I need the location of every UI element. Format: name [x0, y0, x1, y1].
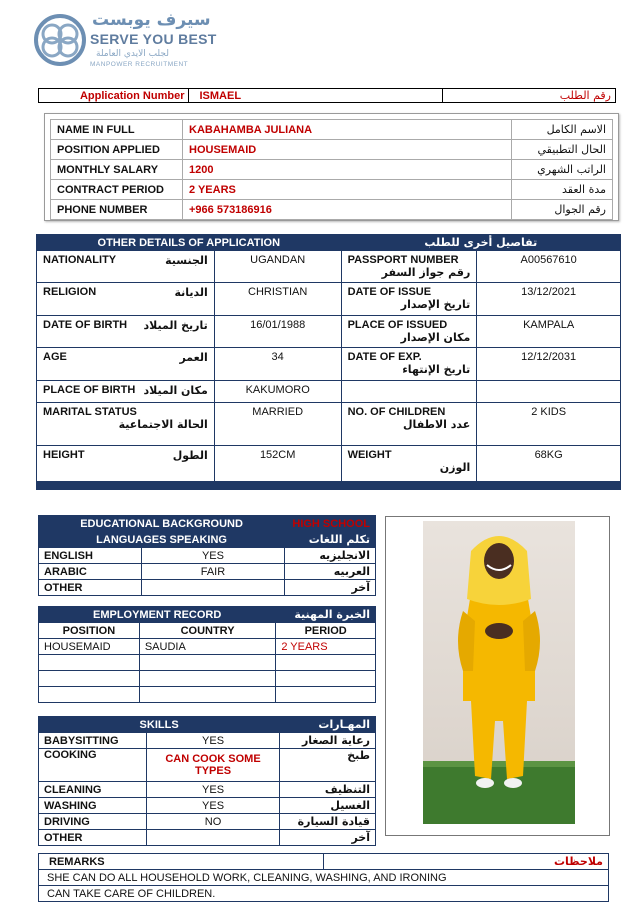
skill-value: CAN COOK SOME TYPES [146, 749, 279, 782]
details-row [37, 348, 621, 381]
details-right-label: DATE OF EXP. [347, 351, 422, 363]
details-left-label-cell [37, 283, 215, 316]
employment-col-country: COUNTRY [139, 623, 275, 639]
application-number-label-ar: رقم الطلب [559, 89, 611, 102]
details-left-label-ar: مكان الميلاد [143, 384, 208, 397]
skill-row [39, 782, 376, 798]
other-details-header: OTHER DETAILS OF APPLICATION [37, 235, 342, 251]
logo-arabic-name: سيرف يوبست [92, 10, 211, 30]
applicant-photo [423, 521, 575, 824]
skill-row [39, 830, 376, 846]
employment-country [139, 671, 275, 687]
skills-header-ar: المهـارات [280, 717, 376, 733]
personal-label: PHONE NUMBER [51, 200, 183, 220]
employment-position [39, 655, 140, 671]
skill-name-ar: رعاية الصغار [280, 733, 376, 749]
details-row [37, 251, 621, 283]
employment-header: EMPLOYMENT RECORD [39, 607, 276, 623]
details-right-label-ar: الوزن [439, 461, 471, 474]
personal-value: 2 YEARS [183, 180, 512, 200]
employment-record-table [38, 606, 376, 703]
employment-header-ar: الخبرة المهنية [276, 607, 376, 623]
details-right-label-wrap [348, 254, 471, 279]
language-name-ar: آخر [285, 580, 376, 596]
remarks-label: REMARKS [39, 854, 324, 870]
skill-value [146, 830, 279, 846]
employment-period [276, 671, 376, 687]
details-left-value: 152CM [214, 446, 341, 482]
employment-period [276, 687, 376, 703]
logo-english-tagline: MANPOWER RECRUITMENT [90, 61, 189, 68]
employment-position: HOUSEMAID [39, 639, 140, 655]
employment-col-position: POSITION [39, 623, 140, 639]
employment-country [139, 655, 275, 671]
personal-label: POSITION APPLIED [51, 140, 183, 160]
language-name: OTHER [39, 580, 142, 596]
details-right-label-ar: تاريخ الإصدار [400, 298, 471, 311]
details-right-label: PASSPORT NUMBER [347, 254, 459, 266]
languages-header-ar: تكلم اللغات [285, 532, 376, 548]
education-label: EDUCATIONAL BACKGROUND [39, 516, 285, 532]
details-left-value: UGANDAN [214, 251, 341, 283]
details-right-label-wrap [348, 449, 471, 474]
details-right-label-ar: مكان الإصدار [400, 331, 471, 344]
education-value: HIGH SCHOOL [285, 516, 376, 532]
skill-name: CLEANING [39, 782, 147, 798]
details-right-label-wrap [348, 319, 471, 344]
personal-value: KABAHAMBA JULIANA [183, 120, 512, 140]
language-row [39, 548, 376, 564]
skill-value: YES [146, 798, 279, 814]
language-name: ENGLISH [39, 548, 142, 564]
personal-value: 1200 [183, 160, 512, 180]
skill-name: BABYSITTING [39, 733, 147, 749]
details-left-label-wrap [43, 286, 208, 299]
details-left-label-cell [37, 348, 215, 381]
skill-row [39, 733, 376, 749]
skill-name-ar: قيادة السيارة [280, 814, 376, 830]
language-row [39, 564, 376, 580]
remarks-line-1: SHE CAN DO ALL HOUSEHOLD WORK, CLEANING, WASHING, AND IRONING [39, 870, 609, 886]
skill-name: COOKING [39, 749, 147, 782]
personal-value: +966 573186916 [183, 200, 512, 220]
personal-value: HOUSEMAID [183, 140, 512, 160]
personal-info-table [50, 119, 613, 220]
languages-header: LANGUAGES SPEAKING [39, 532, 285, 548]
details-right-label-wrap [348, 286, 471, 311]
details-spacer-row [37, 482, 621, 490]
employment-row [39, 655, 376, 671]
language-level: YES [141, 548, 284, 564]
details-right-label-ar: عدد الاطفال [403, 418, 471, 431]
details-row [37, 381, 621, 403]
details-right-label-wrap [348, 406, 471, 431]
details-right-label-ar: تاريخ الإنتهاء [402, 363, 471, 376]
employment-position [39, 671, 140, 687]
language-name-ar: العربيه [285, 564, 376, 580]
employment-period [276, 655, 376, 671]
details-right-label: PLACE OF ISSUED [347, 319, 448, 331]
details-row [37, 283, 621, 316]
skill-name: OTHER [39, 830, 147, 846]
logo-english-name: SERVE YOU BEST [90, 31, 217, 47]
skill-name-ar: طبخ [280, 749, 376, 782]
details-left-label-cell [37, 446, 215, 482]
details-right-value: 13/12/2021 [477, 283, 621, 316]
details-row [37, 403, 621, 446]
details-left-label-wrap [43, 319, 208, 332]
skills-table [38, 716, 376, 846]
details-right-value [477, 381, 621, 403]
details-left-value: 16/01/1988 [214, 316, 341, 348]
personal-label-ar: الحال التطبيقي [512, 140, 613, 160]
skill-name-ar: الغسيل [280, 798, 376, 814]
details-left-label-ar: الجنسية [165, 254, 208, 267]
details-right-value: 12/12/2031 [477, 348, 621, 381]
details-left-label: MARITAL STATUS [43, 406, 137, 418]
employment-row [39, 639, 376, 655]
personal-label-ar: الراتب الشهري [512, 160, 613, 180]
details-right-label-ar: رقم جواز السفر [381, 266, 471, 279]
details-right-label: NO. OF CHILDREN [347, 406, 446, 418]
details-left-value: CHRISTIAN [214, 283, 341, 316]
skill-value: YES [146, 733, 279, 749]
remarks-table [38, 853, 609, 902]
details-right-label: DATE OF ISSUE [347, 286, 432, 298]
details-right-value: A00567610 [477, 251, 621, 283]
details-right-label-cell [341, 348, 477, 381]
application-number-label: Application Number [39, 89, 189, 102]
education-languages-table [38, 515, 376, 596]
personal-row [51, 200, 613, 220]
details-row [37, 316, 621, 348]
details-right-label-cell [341, 283, 477, 316]
company-logo-icon [34, 14, 86, 66]
details-right-label-cell [341, 316, 477, 348]
employment-country [139, 687, 275, 703]
remarks-label-ar: ملاحظات [323, 854, 609, 870]
details-left-label-wrap [43, 449, 208, 462]
personal-row [51, 180, 613, 200]
details-left-value: KAKUMORO [214, 381, 341, 403]
application-number-row [38, 88, 616, 103]
details-left-label-ar: العمر [179, 351, 208, 364]
personal-label: MONTHLY SALARY [51, 160, 183, 180]
details-left-label-wrap [43, 351, 208, 364]
details-left-label: DATE OF BIRTH [43, 319, 128, 331]
skill-name: DRIVING [39, 814, 147, 830]
employment-row [39, 687, 376, 703]
skill-name-ar: آخر [280, 830, 376, 846]
application-number-value: ISMAEL [189, 89, 442, 102]
details-left-label: NATIONALITY [43, 254, 117, 266]
employment-col-period: PERIOD [276, 623, 376, 639]
details-left-label: PLACE OF BIRTH [43, 384, 136, 396]
details-left-label-wrap [43, 384, 208, 397]
details-left-label: HEIGHT [43, 449, 85, 461]
logo-arabic-tagline: لجلب الايدي العاملة [96, 49, 169, 59]
skill-value: YES [146, 782, 279, 798]
details-left-label-cell [37, 381, 215, 403]
details-right-label-cell [341, 381, 477, 403]
details-left-label-wrap [43, 406, 208, 431]
details-left-label-cell [37, 251, 215, 283]
details-left-label-ar: الحالة الاجتماعية [118, 418, 208, 431]
skill-name: WASHING [39, 798, 147, 814]
skills-header: SKILLS [39, 717, 280, 733]
details-right-label-cell [341, 403, 477, 446]
details-left-label: RELIGION [43, 286, 97, 298]
personal-row [51, 120, 613, 140]
personal-label: NAME IN FULL [51, 120, 183, 140]
language-name: ARABIC [39, 564, 142, 580]
employment-position [39, 687, 140, 703]
details-spacer-cell [37, 482, 621, 490]
personal-row [51, 160, 613, 180]
employment-country: SAUDIA [139, 639, 275, 655]
language-level [141, 580, 284, 596]
personal-label-ar: رقم الجوال [512, 200, 613, 220]
personal-label: CONTRACT PERIOD [51, 180, 183, 200]
other-details-table [36, 234, 621, 490]
details-left-label-cell [37, 316, 215, 348]
details-right-value: 68KG [477, 446, 621, 482]
skill-name-ar: التنظيف [280, 782, 376, 798]
personal-row [51, 140, 613, 160]
details-right-value: KAMPALA [477, 316, 621, 348]
details-left-label-ar: الديانة [174, 286, 208, 299]
details-row [37, 446, 621, 482]
skill-row [39, 798, 376, 814]
skill-row [39, 814, 376, 830]
language-level: FAIR [141, 564, 284, 580]
personal-label-ar: الاسم الكامل [512, 120, 613, 140]
details-right-label-cell [341, 251, 477, 283]
details-left-value: MARRIED [214, 403, 341, 446]
remarks-line-2: CAN TAKE CARE OF CHILDREN. [39, 886, 609, 902]
details-left-label: AGE [43, 351, 67, 363]
employment-row [39, 671, 376, 687]
details-right-label-wrap [348, 351, 471, 376]
details-right-label-cell [341, 446, 477, 482]
personal-label-ar: مدة العقد [512, 180, 613, 200]
details-left-value: 34 [214, 348, 341, 381]
details-left-label-cell [37, 403, 215, 446]
skill-row [39, 749, 376, 782]
details-left-label-wrap [43, 254, 208, 267]
details-left-label-ar: الطول [172, 449, 208, 462]
details-right-label: WEIGHT [347, 449, 392, 461]
employment-period: 2 YEARS [276, 639, 376, 655]
other-details-header-ar: تفاصيل أخرى للطلب [341, 235, 620, 251]
skill-value: NO [146, 814, 279, 830]
details-right-value: 2 KIDS [477, 403, 621, 446]
language-row [39, 580, 376, 596]
details-left-label-ar: تاريخ الميلاد [143, 319, 208, 332]
language-name-ar: الانجليزيه [285, 548, 376, 564]
